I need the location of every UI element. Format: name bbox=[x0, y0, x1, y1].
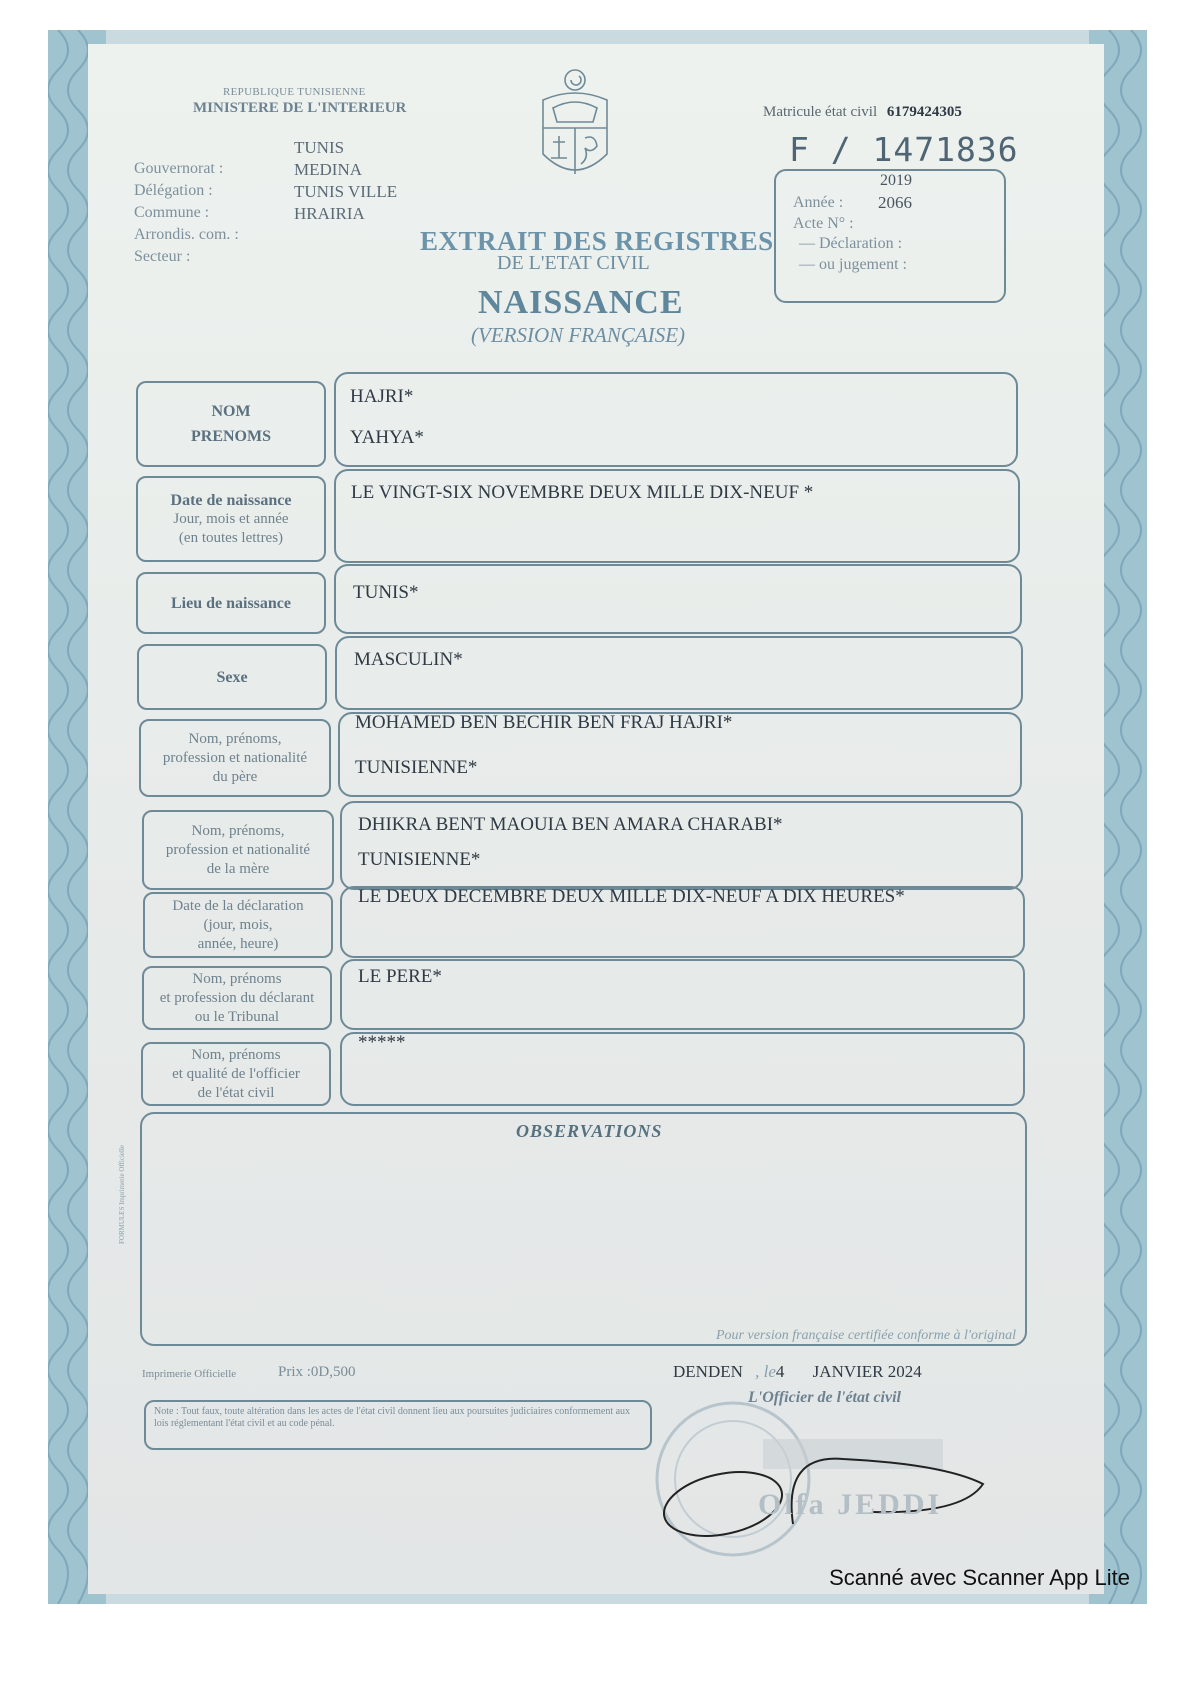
document-kind: NAISSANCE bbox=[478, 284, 684, 321]
mere-label-2: profession et nationalité bbox=[165, 841, 311, 858]
officier-title: L'Officier de l'état civil bbox=[748, 1389, 901, 1406]
declarant-label-box bbox=[142, 966, 332, 1030]
pere-value-nationality: TUNISIENNE* bbox=[355, 757, 478, 778]
secteur-label: Secteur : bbox=[134, 248, 191, 265]
date-naissance-sublabel-1: Jour, mois et année bbox=[173, 510, 289, 527]
arrondissement-value: HRAIRIA bbox=[294, 204, 365, 223]
scanner-app-footer: Scanné avec Scanner App Lite bbox=[829, 1565, 1130, 1590]
certified-note: Pour version française certifiée conforme à l'original bbox=[716, 1328, 1017, 1343]
nom-value: HAJRI* bbox=[350, 386, 414, 407]
certificate-body bbox=[88, 44, 1104, 1594]
issue-place-date bbox=[673, 1362, 922, 1382]
issue-place: DENDEN bbox=[673, 1362, 743, 1381]
mere-label-3: de la mère bbox=[206, 860, 270, 877]
issue-month-year: JANVIER 2024 bbox=[812, 1362, 922, 1381]
official-stamp-and-signature bbox=[643, 1394, 1013, 1564]
declarant-label-2: et profession du déclarant bbox=[159, 989, 315, 1006]
date-naissance-sublabel-2: (en toutes lettres) bbox=[178, 529, 284, 546]
matricule-label: Matricule état civil bbox=[763, 104, 878, 120]
lieu-naissance-label-box bbox=[136, 572, 326, 634]
acte-label: Acte N° : bbox=[793, 215, 854, 232]
declaration-label-box bbox=[143, 892, 333, 958]
admin-labels bbox=[134, 158, 239, 268]
imprimerie-label: Imprimerie Officielle bbox=[142, 1368, 237, 1380]
mere-value-nationality: TUNISIENNE* bbox=[358, 849, 481, 870]
side-print-text: FORMULES Imprimerie Officielle bbox=[118, 1144, 126, 1244]
legal-note: Note : Tout faux, toute altération dans les actes de l'état civil donnent lieu aux poursuites judiciaires conformement aux lois réglementant l'état civil et au code pénal. bbox=[154, 1406, 631, 1429]
officier-label-box bbox=[141, 1042, 331, 1106]
arrondissement-label: Arrondis. com. : bbox=[134, 226, 239, 243]
sexe-label: Sexe bbox=[216, 668, 248, 686]
lieu-naissance-field bbox=[334, 564, 1022, 634]
sexe-field bbox=[335, 636, 1023, 710]
commune-label: Commune : bbox=[134, 204, 210, 221]
pere-label-1: Nom, prénoms, bbox=[188, 730, 282, 747]
gouvernorat-label: Gouvernorat : bbox=[134, 160, 224, 177]
declaration-value: LE DEUX DECEMBRE DEUX MILLE DIX-NEUF A DIX HEURES* bbox=[358, 886, 905, 907]
mere-label-1: Nom, prénoms, bbox=[191, 822, 285, 839]
matricule-line bbox=[763, 104, 962, 121]
lieu-naissance-value: TUNIS* bbox=[353, 582, 419, 603]
mere-label-box bbox=[142, 810, 334, 890]
annee-label: Année : bbox=[793, 194, 844, 211]
sexe-value: MASCULIN* bbox=[354, 649, 463, 670]
delegation-value: MEDINA bbox=[294, 160, 362, 179]
officier-label-1: Nom, prénoms bbox=[191, 1046, 281, 1063]
declaration-label-1: Date de la déclaration bbox=[172, 897, 304, 914]
prenoms-value: YAHYA* bbox=[350, 427, 424, 448]
stamp-officer-name: Olfa JEDDI bbox=[758, 1488, 943, 1521]
document-title: EXTRAIT DES REGISTRES bbox=[420, 226, 774, 256]
observations-title: OBSERVATIONS bbox=[516, 1121, 663, 1141]
nom-prenoms-field bbox=[334, 372, 1018, 467]
date-naissance-label: Date de naissance bbox=[170, 491, 292, 509]
admin-values bbox=[294, 137, 397, 225]
officier-label-2: et qualité de l'officier bbox=[172, 1065, 300, 1082]
sexe-label-box bbox=[137, 644, 327, 710]
declarant-label-1: Nom, prénoms bbox=[192, 970, 282, 987]
date-naissance-value: LE VINGT-SIX NOVEMBRE DEUX MILLE DIX-NEUF * bbox=[351, 482, 814, 503]
certificate-paper bbox=[48, 30, 1147, 1604]
gouvernorat-value: TUNIS bbox=[294, 138, 345, 157]
declaration-label: — Déclaration : bbox=[799, 235, 903, 252]
observations-box bbox=[140, 1112, 1027, 1346]
year-value: 2019 bbox=[880, 172, 912, 189]
legal-note-box bbox=[144, 1400, 652, 1450]
officier-value: ***** bbox=[358, 1032, 406, 1053]
prenoms-label: PRENOMS bbox=[191, 428, 271, 445]
ministry-label: MINISTERE DE L'INTERIEUR bbox=[193, 100, 407, 116]
declaration-label-2: (jour, mois, bbox=[203, 916, 273, 933]
pere-value-name: MOHAMED BEN BECHIR BEN FRAJ HAJRI* bbox=[355, 712, 733, 733]
declaration-label-3: année, heure) bbox=[197, 935, 279, 952]
declarant-value: LE PERE* bbox=[358, 966, 442, 987]
issue-date-prefix: , le bbox=[755, 1362, 776, 1381]
prix-label: Prix :0D,500 bbox=[278, 1364, 356, 1380]
mere-value-name: DHIKRA BENT MAOUIA BEN AMARA CHARABI* bbox=[358, 814, 783, 835]
delegation-label: Délégation : bbox=[134, 182, 213, 199]
document-subtitle: DE L'ETAT CIVIL bbox=[497, 252, 650, 274]
jugement-label: — ou jugement : bbox=[799, 256, 907, 273]
document-version: (VERSION FRANÇAISE) bbox=[471, 323, 686, 347]
acte-value: 2066 bbox=[878, 193, 912, 212]
date-naissance-label-box bbox=[136, 476, 326, 562]
officier-field bbox=[340, 1032, 1025, 1106]
declarant-field bbox=[340, 959, 1025, 1030]
nom-prenoms-label-box bbox=[136, 381, 326, 467]
issue-day: 4 bbox=[775, 1362, 785, 1381]
officier-label-3: de l'état civil bbox=[197, 1084, 275, 1101]
commune-value: TUNIS VILLE bbox=[294, 182, 398, 201]
nom-label: NOM bbox=[211, 403, 251, 420]
coat-of-arms-emblem bbox=[535, 66, 615, 191]
matricule-number: 6179424305 bbox=[886, 104, 962, 120]
lieu-naissance-label: Lieu de naissance bbox=[170, 594, 291, 612]
declarant-label-3: ou le Tribunal bbox=[194, 1008, 280, 1025]
serial-number: F / 1471836 bbox=[789, 130, 1019, 169]
pere-label-2: profession et nationalité bbox=[162, 749, 308, 766]
republic-label: REPUBLIQUE TUNISIENNE bbox=[223, 86, 366, 98]
pere-label-box bbox=[139, 719, 331, 797]
pere-label-3: du père bbox=[212, 768, 258, 785]
